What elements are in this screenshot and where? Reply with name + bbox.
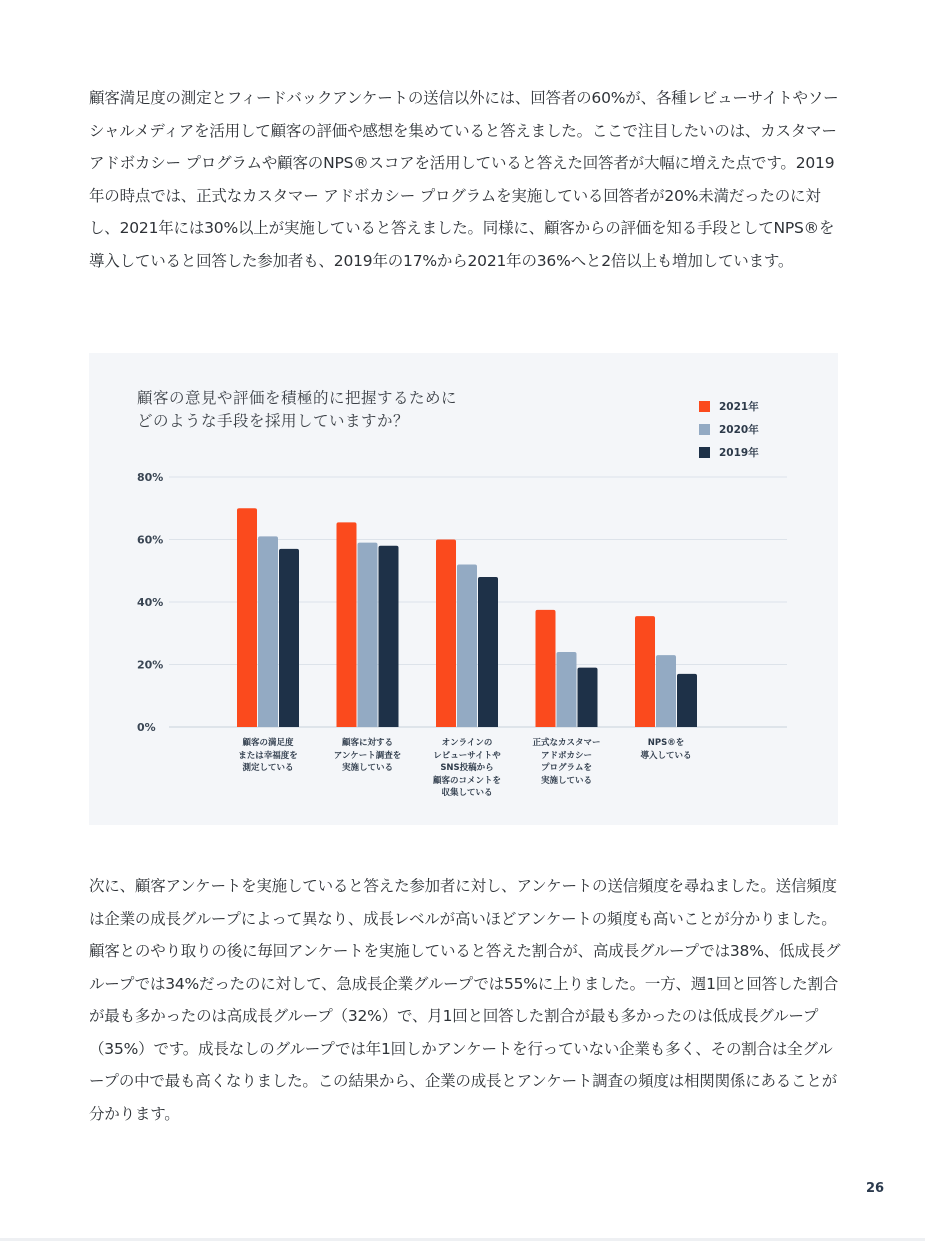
bar-2019-cat-1 [279, 549, 299, 727]
x-category-label-line: アンケート調査を [333, 750, 402, 761]
bar-2019-cat-5 [677, 674, 697, 727]
x-category-label-4 [519, 737, 615, 787]
x-category-label-line: プログラムを [541, 763, 592, 773]
chart-title-line-2: どのような手段を採用していますか？ [137, 412, 410, 430]
bar-2021-cat-2 [337, 522, 357, 727]
y-tick-label: 0% [137, 721, 156, 734]
bar-2020-cat-5 [656, 655, 676, 727]
legend-label-2019: 2019年 [719, 447, 759, 459]
legend-label-2021: 2021年 [719, 401, 759, 413]
x-category-label-line: 顧客のコメントを [432, 775, 501, 786]
bar-2019-cat-4 [578, 668, 598, 727]
x-category-label-line: レビューサイトや [433, 750, 501, 761]
bar-2021-cat-4 [536, 610, 556, 727]
bar-2019-cat-3 [478, 577, 498, 727]
chart-title-line-1: 顧客の意見や評価を積極的に把握するために [137, 389, 458, 407]
x-category-label-line: 実施している [540, 775, 592, 786]
x-category-label-5 [618, 737, 714, 762]
bar-chart-panel [89, 353, 838, 825]
frequency-paragraph: 次に、顧客アンケートを実施していると答えた参加者に対し、アンケートの送信頻度を尋ねました。送信頻度は企業の成長グループによって異なり、成長レベルが高いほどアンケートの頻度も高いことが分かりました。顧客とのやり取りの後に毎回アンケートを実施していると答えた割合が、高成長グループでは38%、低成長グループでは34%だったのに対して、急成長企業グループでは55%に上りました。一方、週1回と回答した割合が最も多かったのは高成長グループ（32%）で、月1回と回答した割合が最も多かったのは低成長グループ（35%）です。成長なしのグループでは年1回しかアンケートを行っていない企業も多く、その割合は全グループの中で最も高くなりました。この結果から、企業の成長とアンケート調査の頻度は相関関係にあることが分かります。 [89, 877, 841, 1123]
x-category-label-line: 測定している [242, 763, 294, 773]
x-category-label-line: SNS投稿から [440, 763, 494, 773]
x-category-label-line: 実施している [341, 763, 393, 773]
y-tick-label: 40% [137, 596, 164, 609]
bar-2021-cat-3 [436, 540, 456, 728]
chart-title [137, 387, 457, 433]
x-category-label-1 [220, 737, 316, 775]
bar-2020-cat-1 [258, 536, 278, 727]
x-category-label-line: または幸福度を [238, 750, 298, 761]
legend-swatch-2021 [699, 401, 710, 412]
x-category-label-line: 導入している [640, 750, 692, 761]
legend-swatch-2020 [699, 424, 710, 435]
page-number: 26 [866, 1181, 885, 1196]
x-category-label-3 [419, 737, 515, 800]
x-category-label-line: NPS®を [647, 738, 685, 748]
x-category-label-line: オンラインの [441, 738, 493, 748]
y-tick-label: 80% [137, 471, 164, 484]
bar-2020-cat-2 [358, 543, 378, 727]
legend-swatch-2019 [699, 447, 710, 458]
x-category-label-line: 収集している [441, 788, 493, 798]
y-tick-label: 20% [137, 658, 164, 672]
chart-legend [699, 395, 759, 464]
x-category-label-line: 顧客に対する [341, 738, 393, 748]
legend-label-2020: 2020年 [719, 424, 759, 436]
bar-2020-cat-4 [557, 652, 577, 727]
x-category-label-line: 顧客の満足度 [242, 738, 294, 748]
intro-paragraph: 顧客満足度の測定とフィードバックアンケートの送信以外には、回答者の60%が、各種レビューサイトやソーシャルメディアを活用して顧客の評価や感想を集めていると答えました。ここで注目したいのは、カスタマー アドボカシー プログラムや顧客のNPS®スコアを活用していると答えた回答者が大幅に増えた点です。2019年の時点では、正式なカスタマー アドボカシー プログラムを実施している回答者が20%未満だったのに対し、2021年には30%以上が実施していると答えました。同様に、顧客からの評価を知る手段としてNPS®を導入していると回答した参加者も、2019年の17%から2021年の36%へと2倍以上も増加しています。 [89, 89, 839, 270]
x-category-label-2 [320, 737, 416, 775]
legend-item-2020 [699, 418, 759, 441]
bar-2021-cat-5 [635, 616, 655, 727]
x-category-label-line: アドボカシー [540, 750, 592, 761]
y-tick-label: 60% [137, 533, 164, 547]
legend-item-2021 [699, 395, 759, 418]
legend-item-2019 [699, 441, 759, 464]
bar-2020-cat-3 [457, 565, 477, 728]
x-category-label-line: 正式なカスタマー [532, 738, 601, 748]
bar-2021-cat-1 [237, 508, 257, 727]
bar-2019-cat-2 [379, 546, 399, 727]
